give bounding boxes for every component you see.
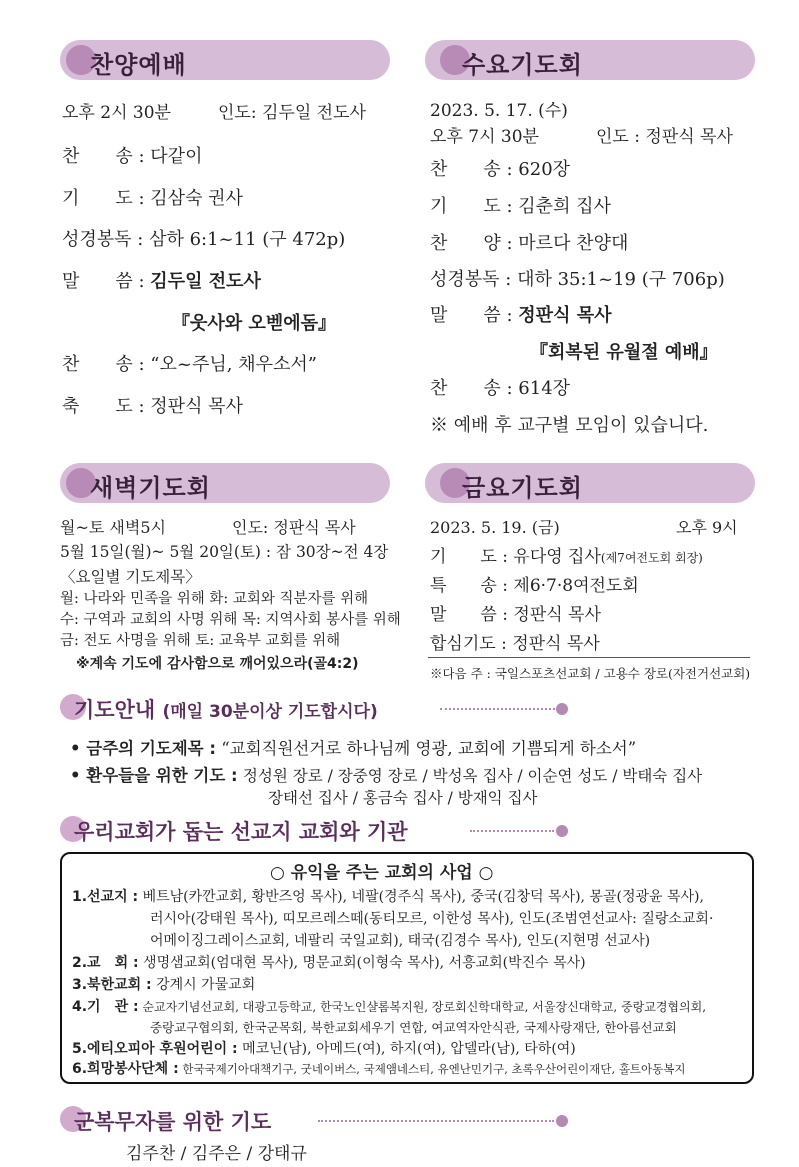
friday-prayer-title: 금요기도회 bbox=[462, 474, 583, 502]
dawn-schedule: 월~토 새벽5시 bbox=[60, 518, 166, 537]
missions-line: 6.희망봉사단체 : 한국국제기아대책기구, 굿네이버스, 국제앰네스티, 유엔난민기구, 초록우산어린이재단, 홀트아동복지 bbox=[72, 1061, 686, 1077]
prayer-guide-item: • 환우들을 위한 기도 : 정성원 장로 / 장중영 장로 / 박성옥 집사 / 이순연 성도 / 박태숙 집사 bbox=[70, 766, 703, 785]
sunday-item: 성경봉독 : 삼하 6:1~11 (구 472p) bbox=[62, 229, 346, 250]
dawn-leader: 인도: 정판식 목사 bbox=[232, 518, 356, 537]
military-names: 김주찬 / 김주은 / 강태규 bbox=[126, 1144, 307, 1164]
sunday-item: 찬 송 : 다같이 bbox=[62, 146, 203, 167]
wednesday-item: 성경봉독 : 대하 35:1~19 (구 706p) bbox=[430, 269, 725, 290]
friday-divider bbox=[428, 657, 750, 658]
missions-dotted-line bbox=[470, 830, 554, 832]
missions-line: 4.기 관 : 순교자기념선교회, 대광고등학교, 한국노인샬롬복지원, 장로회신학대학교, 서울장신대학교, 중랑교경협의회, bbox=[72, 999, 707, 1015]
friday-item: 말 씀 : 정판식 목사 bbox=[430, 605, 601, 625]
dawn-prayer-title: 새벽기도회 bbox=[90, 474, 211, 502]
sunday-item: 기 도 : 김삼숙 권사 bbox=[62, 188, 243, 209]
wednesday-time: 오후 7시 30분 bbox=[430, 127, 539, 147]
missions-line: 어메이징그레이스교회, 네팔리 국일교회), 태국(김경수 목사), 인도(지현명 선교사) bbox=[150, 933, 651, 949]
missions-line: 러시아(강태원 목사), 띠모르레스떼(동티모르, 이한성 목사), 인도(조범연선교사: 질랑소교회· bbox=[150, 911, 714, 927]
sunday-sermon-title: 『웃사와 오벧에돔』 bbox=[172, 313, 336, 334]
friday-next-week: ※다음 주 : 국일스포츠선교회 / 고용수 장로(자전거선교회) bbox=[430, 666, 751, 681]
missions-line: 중랑교구협의회, 한국군목회, 북한교회세우기 연합, 여교역자안식관, 국제사랑재단, 한아름선교회 bbox=[150, 1020, 677, 1035]
prayer-guide-item: • 금주의 기도제목 : “교회직원선거로 하나님께 영광, 교회에 기쁨되게 하소서” bbox=[70, 739, 637, 758]
prayer-guide-title: 기도안내 (매일 30분이상 기도합시다) bbox=[74, 698, 378, 722]
wednesday-item: 기 도 : 김춘희 집사 bbox=[430, 196, 611, 217]
missions-end-dot bbox=[556, 825, 568, 837]
sunday-worship-title: 찬양예배 bbox=[90, 51, 187, 79]
wednesday-leader: 인도 : 정판식 목사 bbox=[596, 127, 733, 147]
dawn-verse: ※계속 기도에 감사함으로 깨어있으라(골4:2) bbox=[76, 656, 359, 672]
wednesday-item: 찬 송 : 620장 bbox=[430, 159, 571, 180]
sunday-item: 말 씀 : 김두일 전도사 bbox=[62, 271, 261, 292]
wednesday-prayer-title: 수요기도회 bbox=[462, 51, 583, 79]
wednesday-item: 찬 양 : 마르다 찬양대 bbox=[430, 233, 629, 254]
dawn-topics-header: 〈요일별 기도제목〉 bbox=[60, 568, 201, 586]
prayer-guide-continuation: 장태선 집사 / 홍금숙 집사 / 방재익 집사 bbox=[268, 789, 538, 807]
friday-item: 기 도 : 유다영 집사(제7여전도회 회장) bbox=[430, 547, 703, 567]
wednesday-date: 2023. 5. 17. (수) bbox=[430, 101, 568, 121]
wednesday-item: 말 씀 : 정판식 목사 bbox=[430, 305, 612, 326]
dawn-topic: 금: 전도 사명을 위해 토: 교육부 교회를 위해 bbox=[60, 633, 341, 649]
friday-date: 2023. 5. 19. (금) bbox=[430, 518, 560, 537]
sunday-item: 찬 송 : “오~주님, 채우소서” bbox=[62, 354, 317, 375]
dawn-range: 5월 15일(월)~ 5월 20일(토) : 잠 30장~전 4장 bbox=[60, 543, 389, 561]
sunday-worship-time: 오후 2시 30분 bbox=[62, 103, 171, 123]
missions-line: 3.북한교회 : 강계시 가물교회 bbox=[72, 977, 256, 993]
missions-line: 1.선교지 : 베트남(카깐교회, 황반즈엉 목사), 네팔(경주식 목사), 중국(김창덕 목사), 몽골(정광윤 목사), bbox=[72, 889, 704, 905]
wednesday-item: 찬 송 : 614장 bbox=[430, 378, 571, 399]
sunday-worship-leader: 인도: 김두일 전도사 bbox=[218, 103, 366, 123]
friday-item: 특 송 : 제6·7·8여전도회 bbox=[430, 576, 639, 596]
sunday-item: 축 도 : 정판식 목사 bbox=[62, 396, 243, 417]
wednesday-note: ※ 예배 후 교구별 모임이 있습니다. bbox=[430, 415, 709, 436]
military-title: 군복무자를 위한 기도 bbox=[74, 1110, 272, 1134]
military-end-dot bbox=[556, 1115, 568, 1127]
missions-box-title: ○ 유익을 주는 교회의 사업 ○ bbox=[270, 863, 494, 883]
friday-item: 합심기도 : 정판식 목사 bbox=[430, 634, 600, 654]
dawn-topic: 월: 나라와 민족을 위해 화: 교회와 직분자를 위해 bbox=[60, 591, 369, 607]
missions-title: 우리교회가 돕는 선교지 교회와 기관 bbox=[74, 820, 408, 844]
missions-line: 5.에티오피아 후원어린이 : 메코닌(남), 아메드(여), 하지(여), 압델라(남), 타하(여) bbox=[72, 1041, 576, 1057]
prayer-guide-end-dot bbox=[556, 703, 568, 715]
friday-time: 오후 9시 bbox=[676, 518, 738, 537]
wednesday-sermon-title: 『회복된 유월절 예배』 bbox=[530, 342, 718, 363]
dawn-topic: 수: 구역과 교회의 사명 위해 목: 지역사회 봉사를 위해 bbox=[60, 612, 401, 628]
prayer-guide-dotted-line bbox=[440, 708, 555, 710]
military-dotted-line bbox=[318, 1120, 554, 1122]
missions-line: 2.교 회 : 생명샘교회(엄대현 목사), 명문교회(이형숙 목사), 서흥교회(박진수 목사) bbox=[72, 955, 586, 971]
